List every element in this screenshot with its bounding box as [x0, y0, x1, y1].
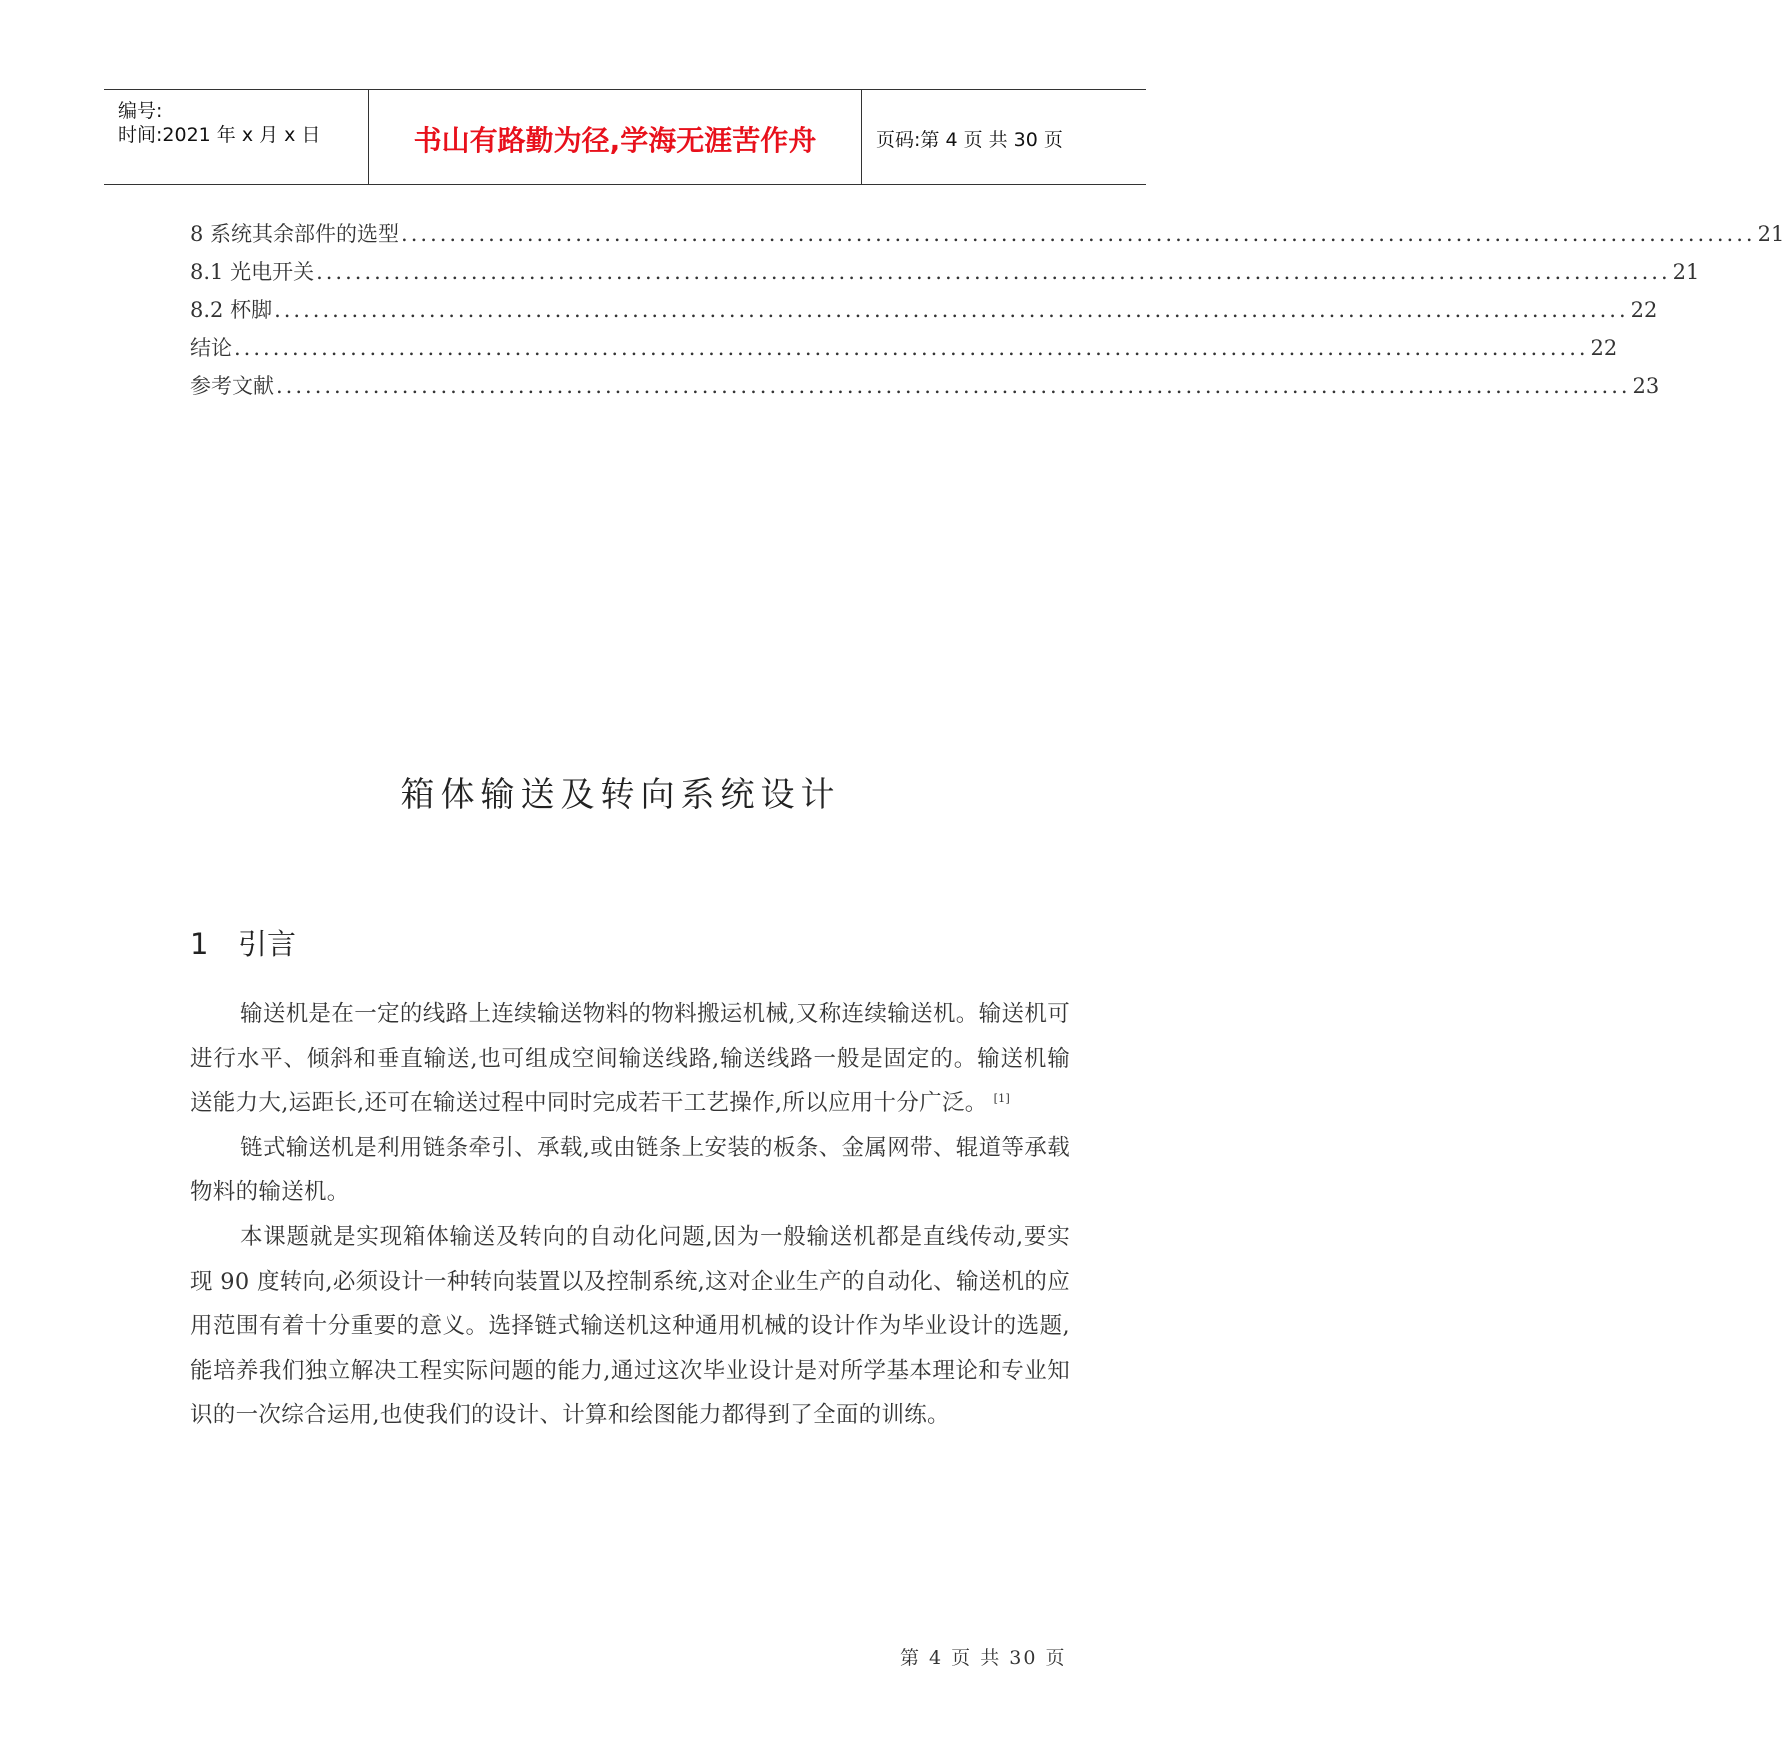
toc-entry[interactable] — [190, 294, 1658, 332]
page-footer: 第 4 页 共 30 页 — [900, 1647, 1067, 1669]
header-page-cell — [862, 90, 1146, 184]
paragraph — [190, 992, 1070, 1126]
toc-leader-dots: ............................................................................................................................................ — [234, 336, 1589, 360]
toc-entry[interactable] — [190, 370, 1660, 408]
toc-entry-title: 结论 — [190, 336, 232, 360]
toc-leader-dots: ............................................................................................................................................ — [316, 260, 1671, 284]
toc-leader-dots: ............................................................................................................................................ — [276, 374, 1631, 398]
header-meta-cell — [104, 90, 369, 184]
toc-leader-dots: ............................................................................................................................................ — [274, 298, 1629, 322]
paragraph: 本课题就是实现箱体输送及转向的自动化问题,因为一般输送机都是直线传动,要实现 90 度转向,必须设计一种转向装置以及控制系统,这对企业生产的自动化、输送机的应用范围有着十分重要的意义。选择链式输送机这种通用机械的设计作为毕业设计的选题,能培养我们独立解决工程实际问题的能力,通过这次毕业设计是对所学基本理论和专业知识的一次综合运用,也使我们的设计、计算和绘图能力都得到了全面的训练。 — [190, 1223, 1070, 1429]
paragraph-text: 输送机是在一定的线路上连续输送物料的物料搬运机械,又称连续输送机。输送机可进行水平、倾斜和垂直输送,也可组成空间输送线路,输送线路一般是固定的。输送机输送能力大,运距长,还可在输送过程中同时完成若干工艺操作,所以应用十分广泛。 — [190, 1001, 1070, 1117]
page-number-label: 页码:第 4 页 共 30 页 — [876, 129, 1063, 151]
motto: 书山有路勤为径,学海无涯苦作舟 — [413, 124, 817, 157]
table-of-contents — [190, 218, 1784, 408]
toc-entry[interactable] — [190, 218, 1784, 256]
toc-entry[interactable] — [190, 256, 1700, 294]
toc-entry-page: 22 — [1630, 298, 1658, 322]
toc-entry-title: 参考文献 — [190, 374, 274, 398]
toc-entry-title: 8.1 光电开关 — [190, 260, 315, 284]
toc-entry[interactable] — [190, 332, 1618, 370]
section-title: 引言 — [238, 927, 297, 961]
header-motto-cell — [369, 90, 862, 184]
toc-entry-page: 22 — [1590, 336, 1618, 360]
paragraph: 链式输送机是利用链条牵引、承载,或由链条上安装的板条、金属网带、辊道等承载物料的输送机。 — [190, 1134, 1070, 1206]
toc-entry-page: 21 — [1757, 222, 1784, 246]
document-title: 箱体输送及转向系统设计 — [400, 775, 841, 815]
toc-entry-page: 21 — [1672, 260, 1700, 284]
toc-entry-title: 8.2 杯脚 — [190, 298, 273, 322]
page-header — [104, 89, 1146, 185]
number-label: 编号: — [118, 100, 163, 122]
toc-entry-title: 8 系统其余部件的选型 — [190, 222, 400, 246]
section-number: 1 — [190, 927, 209, 961]
toc-entry-page: 23 — [1632, 374, 1660, 398]
body-text — [190, 992, 1070, 1438]
time-label: 时间:2021 年 x 月 x 日 — [118, 124, 321, 146]
toc-leader-dots: ............................................................................................................................................ — [401, 222, 1756, 246]
citation-marker: [1] — [993, 1091, 1011, 1105]
section-heading — [190, 922, 296, 963]
